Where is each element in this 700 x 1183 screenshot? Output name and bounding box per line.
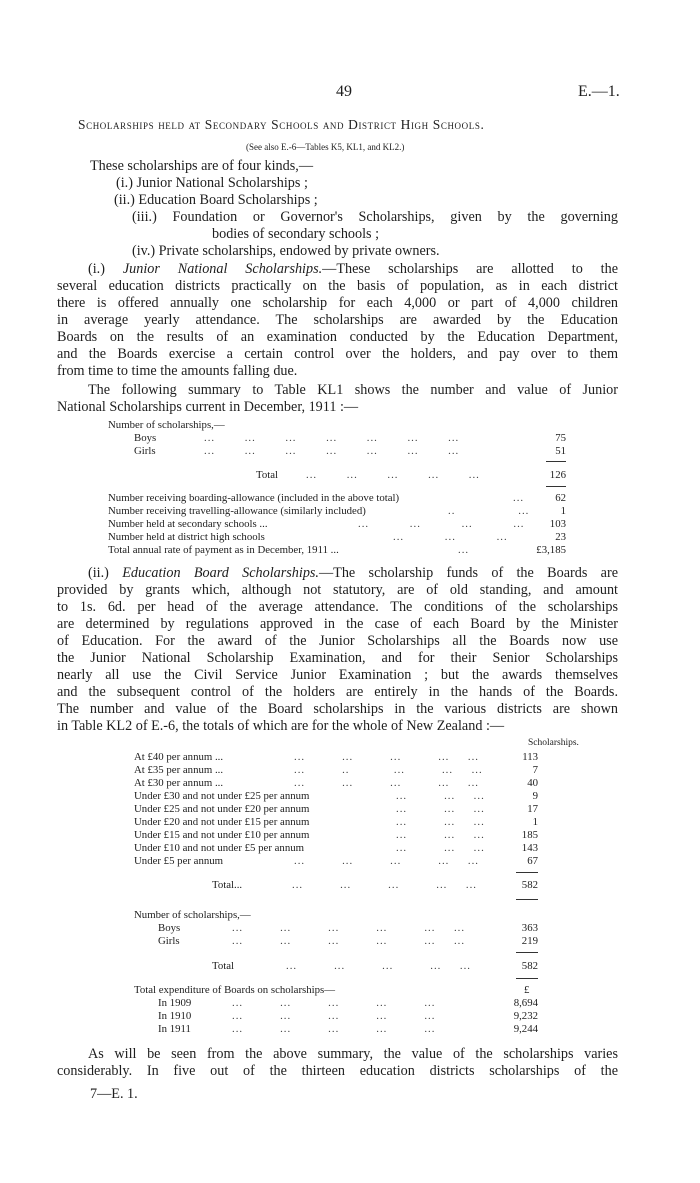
kind-item: (iii.) Foundation or Governor's Scholarships, given by the governing <box>132 209 618 225</box>
paragraph-lead: (i.) <box>88 261 105 277</box>
sum-rule <box>516 952 538 953</box>
row-label: Girls <box>134 445 156 457</box>
row-value: 103 <box>549 518 566 530</box>
row-value: 75 <box>555 432 566 444</box>
leader-dots: ... ... ... ... ... ... <box>232 922 466 934</box>
table-row <box>134 842 538 855</box>
table-row <box>158 922 538 935</box>
table-heading: Number of scholarships,— <box>108 419 225 431</box>
table-subheading: Total expenditure of Boards on scholarships— <box>134 984 336 996</box>
leader-dots: .. ... <box>448 505 530 517</box>
table-row <box>134 803 538 816</box>
leader-dots: ... ... ... ... ... <box>306 469 480 481</box>
row-label: Under £25 and not under £20 per annum <box>134 803 310 815</box>
row-value: 9,232 <box>513 1010 538 1022</box>
kind-item: (ii.) Education Board Scholarships ; <box>114 192 318 208</box>
table-row <box>134 816 538 829</box>
page-number: 49 <box>336 83 352 100</box>
intro-text: These scholarships are of four kinds,— <box>90 158 314 174</box>
summary-paragraph-line: National Scholarships current in December, 1911 :— <box>57 399 359 415</box>
table-subheading: Number of scholarships,— <box>134 909 251 921</box>
leader-dots: ... <box>458 544 470 556</box>
table-row <box>158 1010 538 1023</box>
leader-dots: ... ... ... ... ... <box>294 777 479 789</box>
row-value: 7 <box>532 764 538 776</box>
row-value: 1 <box>532 816 538 828</box>
leader-dots: ... ... ... ... ... <box>286 960 471 972</box>
column-header: Scholarships. <box>528 738 579 748</box>
row-value: 67 <box>527 855 538 867</box>
paragraph-board-first-line <box>88 565 618 582</box>
leader-dots: ... ... ... ... ... <box>232 1023 436 1035</box>
leader-dots: ... ... ... ... ... <box>294 855 479 867</box>
row-value: 113 <box>522 751 538 763</box>
row-label: Boys <box>134 432 157 444</box>
total-value: 582 <box>521 879 538 891</box>
row-label: In 1911 <box>158 1023 191 1035</box>
row-label: Boys <box>158 922 181 934</box>
table-row <box>134 855 538 868</box>
table-row <box>158 1023 538 1036</box>
row-value: 1 <box>560 505 566 517</box>
row-label: Number held at secondary schools ... <box>108 518 268 530</box>
paragraph-line: The number and value of the Board scholarships in the various districts are shown <box>57 701 618 717</box>
paragraph-line: and the Boards exercise a certain control over the holders, and pay over to them <box>57 346 618 362</box>
row-label: Number receiving boarding-allowance (included in the above total) <box>108 492 400 504</box>
footer-signature: 7—E. 1. <box>90 1086 138 1102</box>
leader-dots: ... ... ... <box>393 531 508 543</box>
row-value: 51 <box>555 445 566 457</box>
table-row <box>108 505 566 518</box>
row-label: In 1910 <box>158 1010 192 1022</box>
paragraph-line: nearly all use the Civil Service Junior Examination ; but the awards themselves <box>57 667 618 683</box>
sum-rule <box>546 486 566 487</box>
row-value: 219 <box>521 935 538 947</box>
table-row <box>158 935 538 948</box>
paragraph-line: several education districts practically on the basis of population, as in each district <box>57 278 618 294</box>
paragraph-text: —These scholarships are allotted to the <box>322 261 619 277</box>
leader-dots: ... ... ... <box>396 829 485 841</box>
total-label: Total <box>212 960 235 972</box>
row-label: Number held at district high schools <box>108 531 265 543</box>
paragraph-line: in Table KL2 of E.-6, the totals of which are for the whole of New Zealand :— <box>57 718 505 734</box>
leader-dots: ... ... ... ... ... <box>232 997 436 1009</box>
leader-dots: ... ... ... ... ... <box>292 879 477 891</box>
paragraph-line: Boards on the results of an examination conducted by the Education Department, <box>57 329 618 345</box>
table-total-row <box>212 879 538 892</box>
kind-item-continued: bodies of secondary schools ; <box>212 226 380 242</box>
row-value: 363 <box>521 922 538 934</box>
row-label: Under £10 and not under £5 per annum <box>134 842 305 854</box>
row-label: Number receiving travelling-allowance (similarly included) <box>108 505 366 517</box>
row-label: At £30 per annum ... <box>134 777 224 789</box>
section-title: Scholarships held at Secondary Schools and District High Schools. <box>78 117 485 132</box>
total-label: Total... <box>212 879 243 891</box>
paragraph-heading: Education Board Scholarships. <box>122 565 319 581</box>
row-value: £3,185 <box>536 544 566 556</box>
leader-dots: ... ... ... ... ... ... <box>232 935 466 947</box>
leader-dots: ... ... ... ... ... <box>232 1010 436 1022</box>
table-total-row <box>256 469 566 482</box>
leader-dots: ... .. ... ... ... <box>294 764 483 776</box>
leader-dots: ... ... ... <box>396 816 485 828</box>
kind-item: (i.) Junior National Scholarships ; <box>116 175 308 191</box>
row-value: 9 <box>532 790 538 802</box>
total-label: Total <box>256 469 279 481</box>
leader-dots: ... ... ... <box>396 790 485 802</box>
closing-paragraph-line: considerably. In five out of the thirteen education districts scholarships of the <box>57 1063 618 1079</box>
paragraph-line: are determined by regulations approved in the case of each Board by the Minister <box>57 616 618 632</box>
row-value: 62 <box>555 492 566 504</box>
leader-dots: ... ... ... ... ... ... ... <box>204 445 460 457</box>
kind-item: (iv.) Private scholarships, endowed by private owners. <box>132 243 440 259</box>
sum-rule <box>516 978 538 979</box>
row-value: 143 <box>521 842 538 854</box>
table-row <box>108 531 566 544</box>
document-reference: E.—1. <box>578 83 620 100</box>
summary-paragraph-line: The following summary to Table KL1 shows the number and value of Junior <box>88 382 618 398</box>
row-value: 23 <box>555 531 566 543</box>
leader-dots: ... <box>513 492 525 504</box>
paragraph-line: there is offered annually one scholarship for each 4,000 or part of 4,000 children <box>57 295 618 311</box>
paragraph-line: to 1s. 6d. per head of the average attendance. The conditions of the scholarships <box>57 599 618 615</box>
leader-dots: ... ... ... ... <box>358 518 525 530</box>
row-label: At £35 per annum ... <box>134 764 224 776</box>
row-value: 9,244 <box>513 1023 538 1035</box>
table-row <box>134 432 566 445</box>
row-value: 40 <box>527 777 538 789</box>
paragraph-text: —The scholarship funds of the Boards are <box>318 565 618 581</box>
leader-dots: ... ... ... <box>396 803 485 815</box>
currency-unit: £ <box>524 984 530 996</box>
table-row <box>134 751 538 764</box>
table-row <box>158 997 538 1010</box>
leader-dots: ... ... ... <box>396 842 485 854</box>
table-total-row <box>212 960 538 973</box>
paragraph-line: and the subsequent control of the holders are entirely in the hands of the Boards. <box>57 684 618 700</box>
paragraph-junior-national-first-line <box>88 261 618 278</box>
paragraph-heading: Junior National Scholarships. <box>122 261 323 277</box>
table-row <box>134 764 538 777</box>
table-row <box>108 492 566 505</box>
leader-dots: ... ... ... ... ... ... ... <box>204 432 460 444</box>
paragraph-line: from time to time the amounts falling due. <box>57 363 298 379</box>
paragraph-line: the Junior National Scholarship Examination, and for their Senior Scholarships <box>57 650 618 666</box>
row-label: Under £20 and not under £15 per annum <box>134 816 310 828</box>
row-label: In 1909 <box>158 997 192 1009</box>
row-label: Total annual rate of payment as in December, 1911 ... <box>108 544 339 556</box>
sum-rule <box>516 899 538 900</box>
leader-dots: ... ... ... ... ... <box>294 751 479 763</box>
row-value: 8,694 <box>513 997 538 1009</box>
total-value: 126 <box>549 469 566 481</box>
sum-rule <box>546 461 566 462</box>
closing-paragraph-line: As will be seen from the above summary, the value of the scholarships varies <box>88 1046 618 1062</box>
see-also-note: (See also E.-6—Tables K5, KL1, and KL2.) <box>246 142 405 152</box>
paragraph-line: in average yearly attendance. The scholarships are awarded by the Education <box>57 312 618 328</box>
paragraph-lead: (ii.) <box>88 565 109 581</box>
row-label: Girls <box>158 935 180 947</box>
row-label: Under £15 and not under £10 per annum <box>134 829 310 841</box>
row-label: Under £30 and not under £25 per annum <box>134 790 310 802</box>
total-value: 582 <box>521 960 538 972</box>
table-row <box>134 445 566 458</box>
paragraph-line: provided by grants which, although not statutory, are of old standing, and amount <box>57 582 618 598</box>
table-row <box>108 544 566 557</box>
table-row <box>108 518 566 531</box>
row-label: Under £5 per annum <box>134 855 224 867</box>
row-value: 185 <box>521 829 538 841</box>
table-row <box>134 777 538 790</box>
sum-rule <box>516 872 538 873</box>
row-label: At £40 per annum ... <box>134 751 224 763</box>
row-value: 17 <box>527 803 538 815</box>
table-row <box>134 829 538 842</box>
paragraph-line: of Education. For the award of the Junior Scholarships all the Boards now use <box>57 633 618 649</box>
table-row <box>134 790 538 803</box>
